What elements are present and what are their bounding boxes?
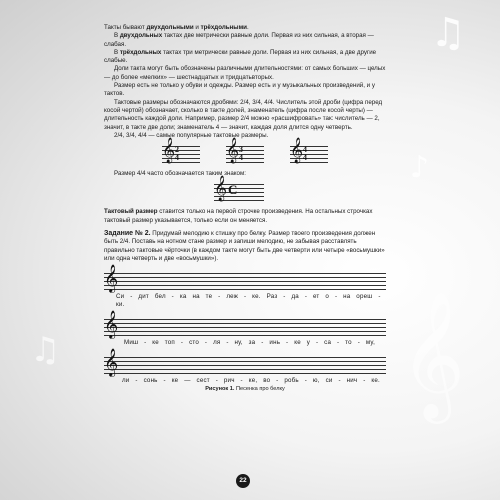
treble-clef-icon: 𝄞 xyxy=(290,138,304,164)
treble-clef-icon: 𝄞 xyxy=(162,138,176,164)
treble-clef-icon: 𝄞 xyxy=(104,264,119,293)
paragraph: В трёхдольных тактах три метрически равные доли. Первая из них сильная, а две другие слабые. xyxy=(104,48,377,65)
mini-staff xyxy=(214,176,264,202)
time-signature: 4 4 xyxy=(303,145,307,163)
common-time-example xyxy=(104,176,386,204)
music-staff xyxy=(104,310,386,339)
task: Задание № 2. Придумай мелодию к стишку про белку. Размер твоего произведения должен быть 2/4. Поставь на нотном стане размер и запиши мелодию, не забывая расставлять правильно тактовые чёрточки (в каждом такте могут быть две четверти или четыре «восьмушки» или одна четверть и две «восьмушки»). xyxy=(104,230,385,262)
treble-clef-icon: 𝄞 xyxy=(104,348,119,377)
time-signature: 3 4 xyxy=(239,145,243,163)
treble-clef-icon: 𝄞 xyxy=(226,138,240,164)
music-staff xyxy=(104,264,386,293)
paragraph: 2/4, 3/4, 4/4 — самые популярные тактовые размеры. xyxy=(114,131,269,139)
time-signature-examples xyxy=(104,138,386,166)
paragraph: Такты бывают двухдольными и трёхдольными. xyxy=(104,24,249,31)
paragraph: Размер 4/4 часто обозначается таким знаком: xyxy=(114,170,246,178)
lyrics-line: Миш - ке топ - сто - ля - ну, за - инь - ке у - са - то - му, xyxy=(124,339,376,347)
time-signature: 2 4 xyxy=(175,145,179,163)
paragraph: Доли такта могут быть обозначены различными длительностями: от самых больших — целых — до более «мелких» — шестнадцатых и тридцатьвторых. xyxy=(104,65,386,81)
paragraph: Тактовые размеры обозначаются дробями: 2/4, 3/4, 4/4. Числитель этой дроби (цифра перед косой чертой) обозначает, сколько в такте долей, знаменатель (цифра после косой черты) — длительность каждой доли. Например, размер 2/4 можно «расшифровать» так: числитель — 2, значит, в такте две доли; знаменатель 4 — значит, каждая доля длится одну четверть. xyxy=(104,98,383,131)
page-content xyxy=(104,24,386,394)
lyrics-line: Си - дит бел - ка на те - леж - ке. Раз - да - ет о - на ореш - ки. xyxy=(116,293,381,309)
decor-treble-clef-icon: 𝄞 xyxy=(400,290,466,418)
music-staff xyxy=(104,348,386,377)
treble-clef-icon: 𝄞 xyxy=(214,176,228,202)
decor-note-icon: ♫ xyxy=(430,10,466,56)
lyrics-line: ли - сонь - ке — сест - рич - ке, во - робь - ю, си - нич - ке. xyxy=(122,377,380,385)
treble-clef-icon: 𝄞 xyxy=(104,310,119,339)
mini-staff xyxy=(290,138,328,164)
page-number: 22 xyxy=(236,474,250,488)
decor-note-icon: ♪ xyxy=(410,150,430,185)
figure-caption: Рисунок 1. Песенка про белку xyxy=(205,386,285,393)
decor-note-icon: ♫ xyxy=(30,330,61,370)
paragraph: Тактовый размер ставится только на первой строчке произведения. На остальных строчках тактовый размер указывается, только если он меняется. xyxy=(104,208,373,224)
mini-staff xyxy=(226,138,264,164)
mini-staff xyxy=(162,138,200,164)
common-time-symbol: C xyxy=(228,182,238,198)
paragraph: В двухдольных тактах две метрически равные доли. Первая из них сильная, а вторая — слабая. xyxy=(104,32,374,48)
paragraph: Размер есть не только у обуви и одежды. Размер есть и у музыкальных произведений, и у тактов. xyxy=(104,82,375,98)
